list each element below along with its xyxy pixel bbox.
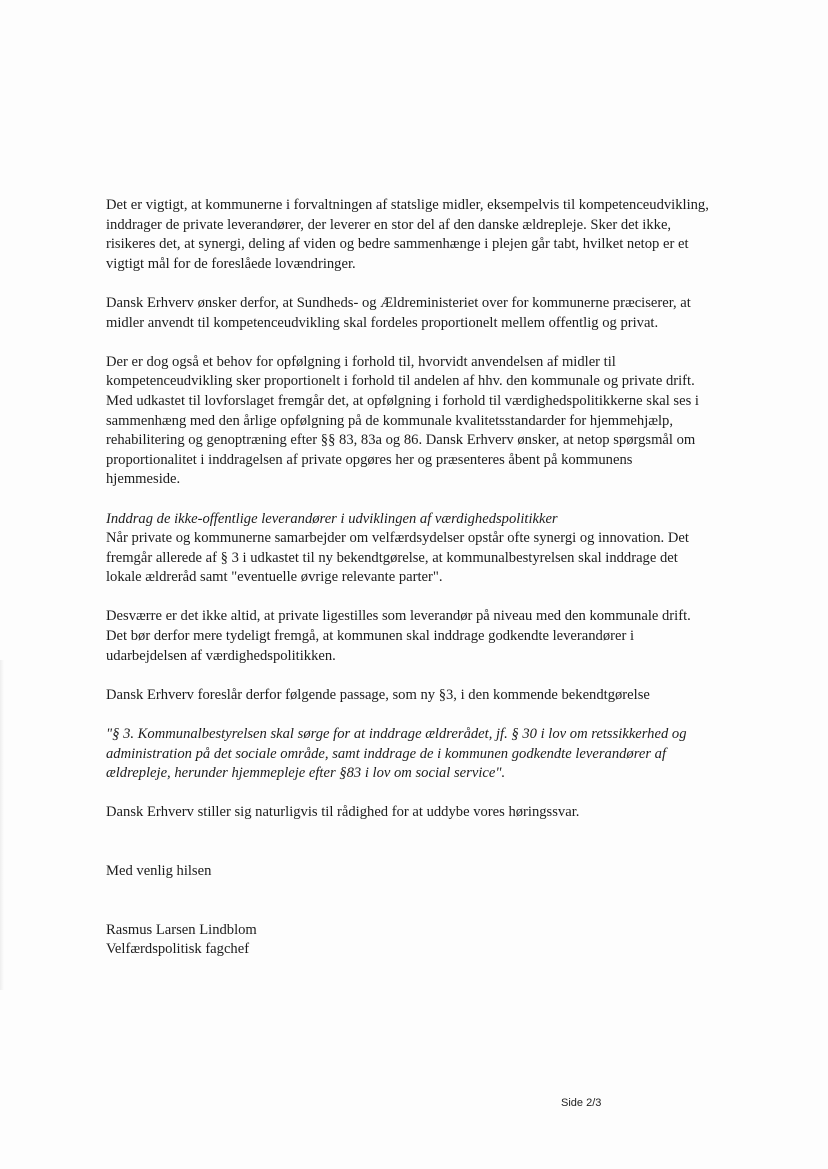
paragraph-proposal: Dansk Erhverv foreslår derfor følgende passage, som ny §3, i den kommende bekendtgørelse	[106, 686, 650, 703]
paragraph-synergy: Når private og kommunerne samarbejder om velfærdsydelser opstår ofte synergi og innovation. Det fremgår allerede af § 3 i udkastet til ny bekendtgørelse, at kommunalbestyrelsen skal inddrage det lokale ældreråd samt "eventuelle øvrige relevante parter".	[106, 530, 689, 586]
section-involve-private	[106, 510, 710, 588]
signatory-name: Rasmus Larsen Lindblom	[106, 921, 257, 938]
signature-block	[106, 921, 710, 960]
paragraph-proportional-allocation: Dansk Erhverv ønsker derfor, at Sundheds- og Ældreministeriet over for kommunerne præciserer, at midler anvendt til kompetenceudvikling skal fordeles proportionelt mellem offentlig og privat.	[106, 294, 691, 331]
paragraph-availability: Dansk Erhverv stiller sig naturligvis til rådighed for at uddybe vores høringssvar.	[106, 804, 580, 821]
section-heading: Inddrag de ikke-offentlige leverandører i udviklingen af værdighedspolitikker	[106, 510, 558, 527]
paragraph-competence-development: Det er vigtigt, at kommunerne i forvaltningen af statslige midler, eksempelvis til kompetenceudvikling, inddrager de private leverandører, der leverer en stor del af den danske ældrepleje. Sker det ikke, risikeres det, at synergi, deling af viden og bedre sammenhænge i plejen går tabt, hvilket netop er et vigtigt mål for de foreslåede lovændringer.	[106, 197, 709, 272]
closing-greeting: Med venlig hilsen	[106, 863, 212, 879]
proposed-paragraph-quote: "§ 3. Kommunalbestyrelsen skal sørge for at inddrage ældrerådet, jf. § 30 i lov om retssikkerhed og administration på det sociale område, samt inddrage de i kommunen godkendte leverandører af ældrepleje, herunder hjemmepleje efter §83 i lov om social service".	[106, 726, 687, 782]
paragraph-follow-up: Der er dog også et behov for opfølgning i forhold til, hvorvidt anvendelsen af midler til kompetenceudvikling sker proportionelt i forhold til andelen af hhv. den kommunale og private drift. Med udkastet til lovforslaget fremgår det, at opfølgning i forhold til værdighedspolitikkerne skal ses i sammenhæng med den årlige opfølgning på de kommunale kvalitetsstandarder for hjemmehjælp, rehabilitering og genoptræning efter §§ 83, 83a og 86. Dansk Erhverv ønsker, at netop spørgsmål om proportionalitet i inddragelsen af private opgøres her og præsenteres åbent på kommunens hjemmeside.	[106, 353, 699, 488]
signatory-title: Velfærdspolitisk fagchef	[106, 941, 250, 958]
paragraph-equal-treatment: Desværre er det ikke altid, at private ligestilles som leverandør på niveau med den kommunale drift. Det bør derfor mere tydeligt fremgå, at kommunen skal inddrage godkendte leverandører i udarbejdelsen af værdighedspolitikken.	[106, 608, 691, 664]
letter-body	[106, 196, 710, 960]
scan-edge-shadow	[0, 660, 4, 990]
page-number: Side 2/3	[561, 1097, 602, 1109]
